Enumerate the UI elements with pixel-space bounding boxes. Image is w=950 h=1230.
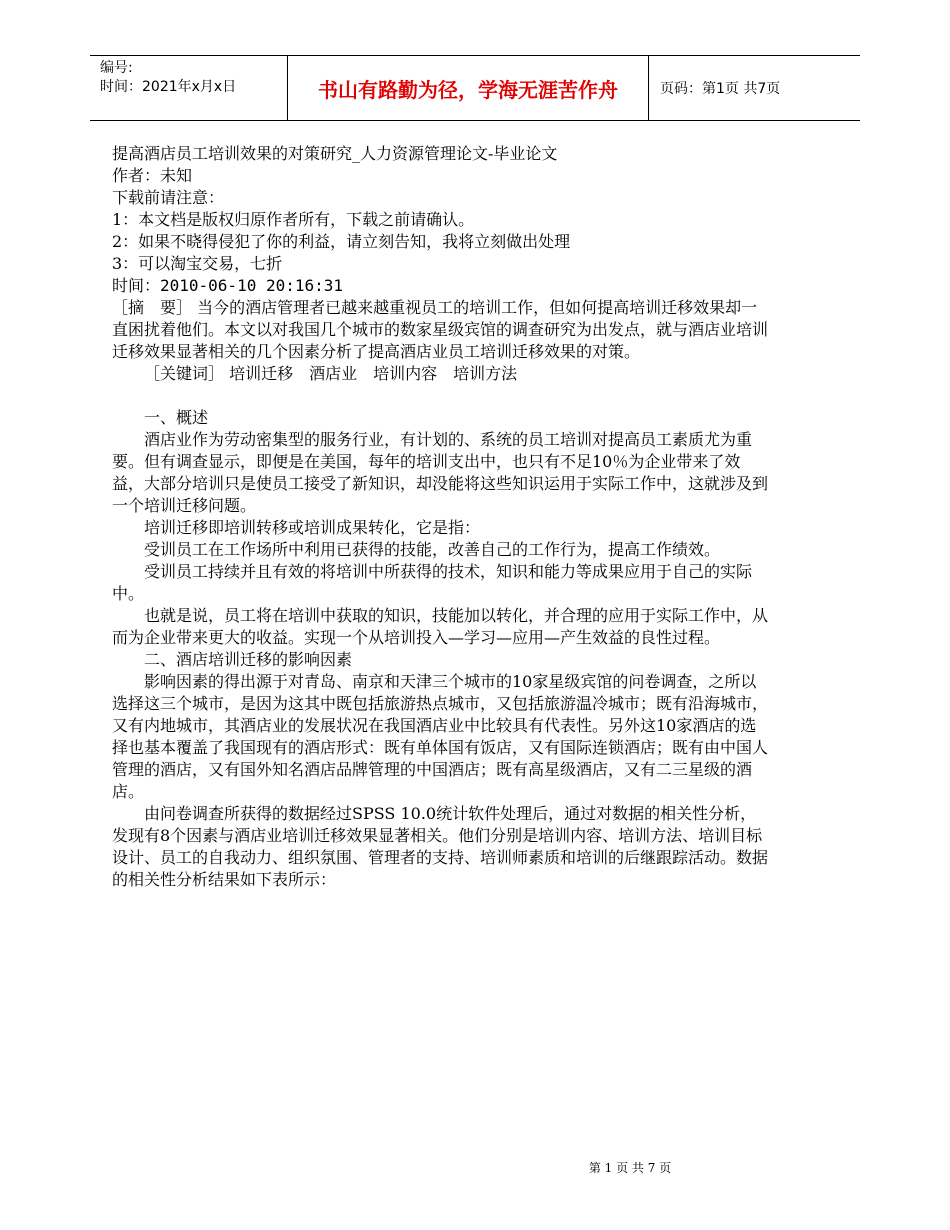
number-label: 编号: — [100, 60, 133, 76]
page-header — [90, 55, 860, 121]
document-body — [112, 143, 772, 891]
document-title: 提高酒店员工培训效果的对策研究_人力资源管理论文-毕业论文 — [112, 144, 558, 163]
paragraph: 受训员工在工作场所中利用已获得的技能，改善自己的工作行为，提高工作绩效。 — [144, 540, 721, 559]
page-footer: 第 1 页 共 7 页 — [588, 1161, 672, 1175]
paragraph: 由问卷调查所获得的数据经过SPSS 10.0统计软件处理后，通过对数据的相关性分析，发现有8个因素与酒店业培训迁移效果显著相关。他们分别是培训内容、培训方法、培训目标设计、员工的自我动力、组织氛围、管理者的支持、培训师素质和培训的后继跟踪活动。数据的相关性分析结果如下表所示： — [112, 804, 769, 889]
keywords: ［关键词］ 培训迁移 酒店业 培训内容 培训方法 — [144, 364, 518, 383]
notice-item: 1：本文档是版权归原作者所有，下载之前请确认。 — [112, 210, 475, 229]
header-slogan: 书山有路勤为径，学海无涯苦作舟 — [287, 56, 649, 120]
section-heading: 一、概述 — [144, 408, 209, 427]
section-heading: 二、酒店培训迁移的影响因素 — [144, 650, 353, 669]
paragraph: 受训员工持续并且有效的将培训中所获得的技术，知识和能力等成果应用于自己的实际中。 — [112, 562, 753, 603]
header-meta — [90, 56, 287, 120]
header-page-info: 页码：第1页 共7页 — [660, 81, 781, 97]
time-label: 时间：2021年x月x日 — [100, 79, 237, 95]
paragraph: 影响因素的得出源于对青岛、南京和天津三个城市的10家星级宾馆的问卷调查，之所以选择这三个城市，是因为这其中既包括旅游热点城市，又包括旅游温冷城市；既有沿海城市，又有内地城市，其酒店业的发展状况在我国酒店业中比较具有代表性。另外这10家酒店的选择也基本覆盖了我国现有的酒店形式：既有单体国有饭店，又有国际连锁酒店；既有由中国人管理的酒店，又有国外知名酒店品牌管理的中国酒店；既有高星级酒店，又有二三星级的酒店。 — [112, 672, 769, 801]
notice-item: 3：可以淘宝交易，七折 — [112, 254, 283, 273]
document-author: 作者：未知 — [112, 166, 193, 185]
paragraph: 酒店业作为劳动密集型的服务行业，有计划的、系统的员工培训对提高员工素质尤为重要。但有调查显示，即便是在美国，每年的培训支出中，也只有不足10％为企业带来了效益，大部分培训只是使员工接受了新知识，却没能将这些知识运用于实际工作中，这就涉及到一个培训迁移问题。 — [112, 430, 769, 515]
paragraph: 培训迁移即培训转移或培训成果转化，它是指： — [144, 518, 481, 537]
blank-line — [112, 385, 772, 407]
abstract: ［摘 要］ 当今的酒店管理者已越来越重视员工的培训工作，但如何提高培训迁移效果却一直困扰着他们。本文以对我国几个城市的数家星级宾馆的调查研究为出发点，就与酒店业培训迁移效果显著相关的几个因素分析了提高酒店业员工培训迁移效果的对策。 — [112, 298, 769, 361]
notice-item: 2：如果不晓得侵犯了你的利益，请立刻告知，我将立刻做出处理 — [112, 232, 571, 251]
paragraph: 也就是说，员工将在培训中获取的知识，技能加以转化，并合理的应用于实际工作中，从而为企业带来更大的收益。实现一个从培训投入—学习—应用—产生效益的良性过程。 — [112, 606, 769, 647]
document-time: 时间：2010-06-10 20:16:31 — [112, 276, 344, 295]
notice-heading: 下载前请注意： — [112, 188, 225, 207]
